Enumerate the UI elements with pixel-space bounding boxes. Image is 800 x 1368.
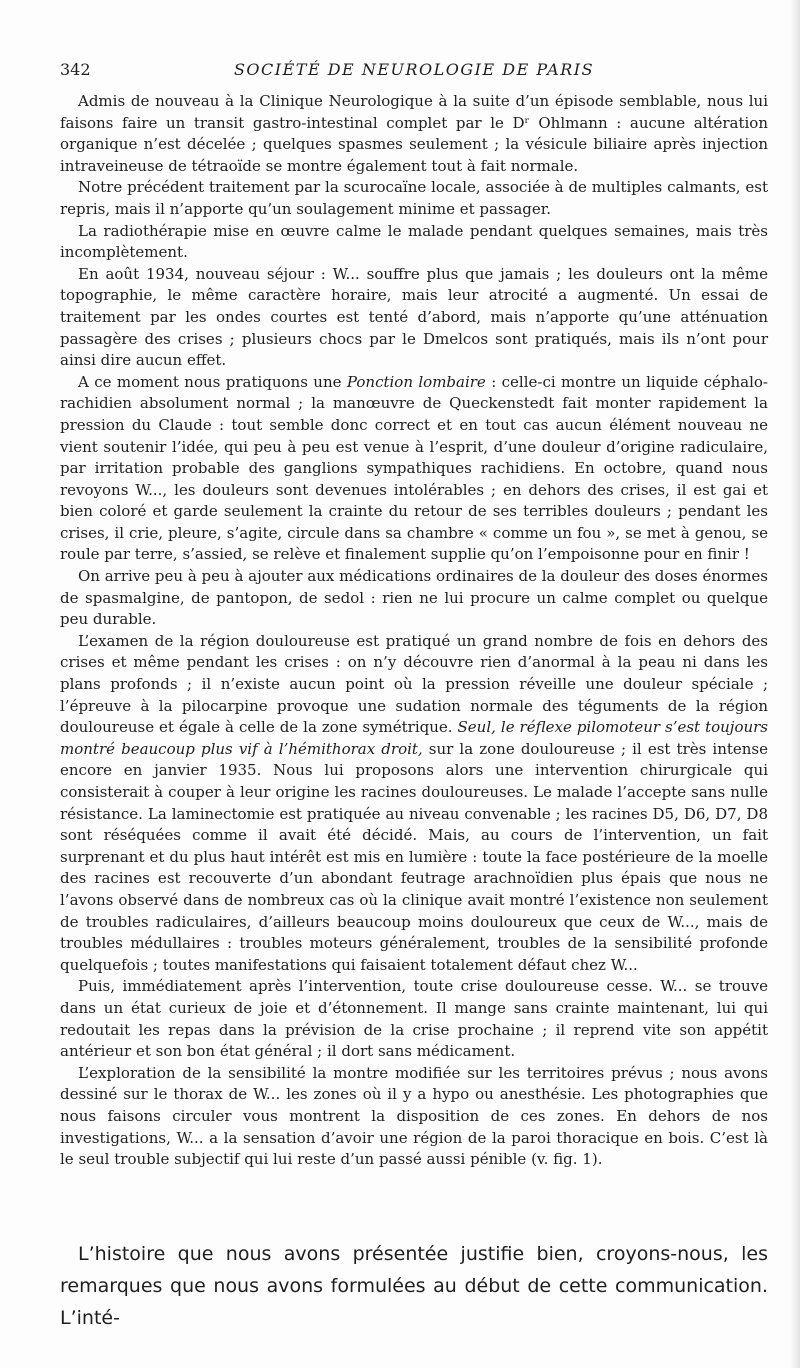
paragraph: [60, 631, 768, 977]
running-title: SOCIÉTÉ DE NEUROLOGIE DE PARIS: [233, 60, 595, 79]
paragraph-text: : celle-ci montre un liquide céphalo-rachidien absolument normal ; la manœuvre de Queckenstedt fait monter rapidement la pression du Claude : tout semble donc correct et en tout cas aucun élément nouveau ne vient soutenir l’idée, qui peu à peu est venue à l’esprit, d’une douleur d’origine radiculaire, par irritation probable des ganglions sympathiques rachidiens. En octobre, quand nous revoyons W..., les douleurs sont devenues intolérables ; en dehors des crises, il est gai et bien coloré et garde seulement la crainte du retour de ses terribles douleurs ; pendant les crises, il crie, pleure, s’agite, circule dans sa chambre « comme un fou », se met à genou, se roule par terre, s’assied, se relève et finalement supplie qu’on l’empoisonne pour en finir !: [60, 372, 768, 564]
conclusion-text: [60, 1238, 768, 1334]
paragraph: [60, 372, 768, 566]
page-header: [60, 56, 768, 84]
paragraph: Admis de nouveau à la Clinique Neurologique à la suite d’un épisode semblable, nous lui faisons faire un transit gastro-intestinal complet par le Dʳ Ohlmann : aucune altération organique n’est décelée ; quelques spasmes seulement ; la vésicule biliaire après injection intraveineuse de tétraoïde se montre également tout à fait normale.: [60, 92, 768, 175]
paragraph: On arrive peu à peu à ajouter aux médications ordinaires de la douleur des doses énormes de spasmalgine, de pantopon, de sedol : rien ne lui procure un calme complet ou quelque peu durable.: [60, 567, 768, 629]
paragraph: Notre précédent traitement par la scurocaïne locale, associée à de multiples calmants, est repris, mais il n’apporte qu’un soulagement minime et passager.: [60, 178, 768, 218]
paragraph-text: L’examen de la région douloureuse est pratiqué un grand nombre de fois en dehors des crises et même pendant les crises : on n’y découvre rien d’anormal à la peau ni dans les plans profonds ; il n’existe aucun point où la pression réveille une douleur spéciale ; l’épreuve à la pilocarpine provoque une sudation normale des téguments de la région douloureuse et égale à celle de la zone symétrique.: [60, 631, 768, 737]
conclusion-paragraph: L’histoire que nous avons présentée justifie bien, croyons-nous, les remarques que nous avons formulées au début de cette communication. L’inté-: [60, 1243, 768, 1329]
paragraph-text: sur la zone douloureuse ; il est très intense encore en janvier 1935. Nous lui proposons alors une intervention chirurgicale qui consisterait à couper à leur origine les racines douloureuses. Le malade l’accepte sans nulle résistance. La laminectomie est pratiquée au niveau convenable ; les racines D5, D6, D7, D8 sont réséquées comme il avait été décidé. Mais, au cours de l’intervention, un fait surprenant et du plus haut intérêt est mis en lumière : toute la face postérieure de la moelle des racines est recouverte d’un abondant feutrage arachnoïdien plus épais que nous ne l’avons observé dans de nombreux cas où la clinique avait montré l’existence non seulement de troubles radiculaires, d’ailleurs beaucoup moins douloureux que ceux de W..., mais de troubles médullaires : troubles moteurs généralement, troubles de la sensibilité profonde quelquefois ; toutes manifestations qui faisaient totalement défaut chez W...: [60, 739, 768, 974]
paragraph: Puis, immédiatement après l’intervention, toute crise douloureuse cesse. W... se trouve dans un état curieux de joie et d’étonnement. Il mange sans crainte maintenant, lui qui redoutait les repas dans la prévision de la crise prochaine ; il reprend vite son appétit antérieur et son bon état général ; il dort sans médicament.: [60, 977, 768, 1061]
italic-emphasis: Seul, le réflexe pilomoteur s’est toujours montré beaucoup plus vif à l’hémithorax droit,: [60, 718, 769, 758]
paragraph: L’exploration de la sensibilité la montre modifiée sur les territoires prévus ; nous avons dessiné sur le thorax de W... les zones où il y a hypo ou anesthésie. Les photographies que nous faisons circuler vous montrent la disposition de ces zones. En dehors de nos investigations, W... a la sensation d’avoir une région de la paroi thoracique en bois. C’est là le seul trouble subjectif qui lui reste d’un passé aussi pénible (v. fig. 1).: [60, 1063, 768, 1169]
paragraph-text: A ce moment nous pratiquons une: [78, 372, 347, 391]
page-number: 342: [60, 60, 91, 79]
paragraph: En août 1934, nouveau séjour : W... souffre plus que jamais ; les douleurs ont la même topographie, le même caractère horaire, mais leur atrocité a augmenté. Un essai de traitement par les ondes courtes est tenté d’abord, mais n’apporte qu’une atténuation passagère des crises ; plusieurs chocs par le Dmelcos sont pratiqués, mais ils n’ont pour ainsi dire aucun effet.: [60, 264, 768, 370]
italic-term: Ponction lombaire: [346, 372, 486, 391]
page-edge-shadow: [790, 0, 800, 1368]
body-text: [60, 91, 768, 1171]
paragraph: La radiothérapie mise en œuvre calme le malade pendant quelques semaines, mais très incomplètement.: [60, 221, 768, 262]
